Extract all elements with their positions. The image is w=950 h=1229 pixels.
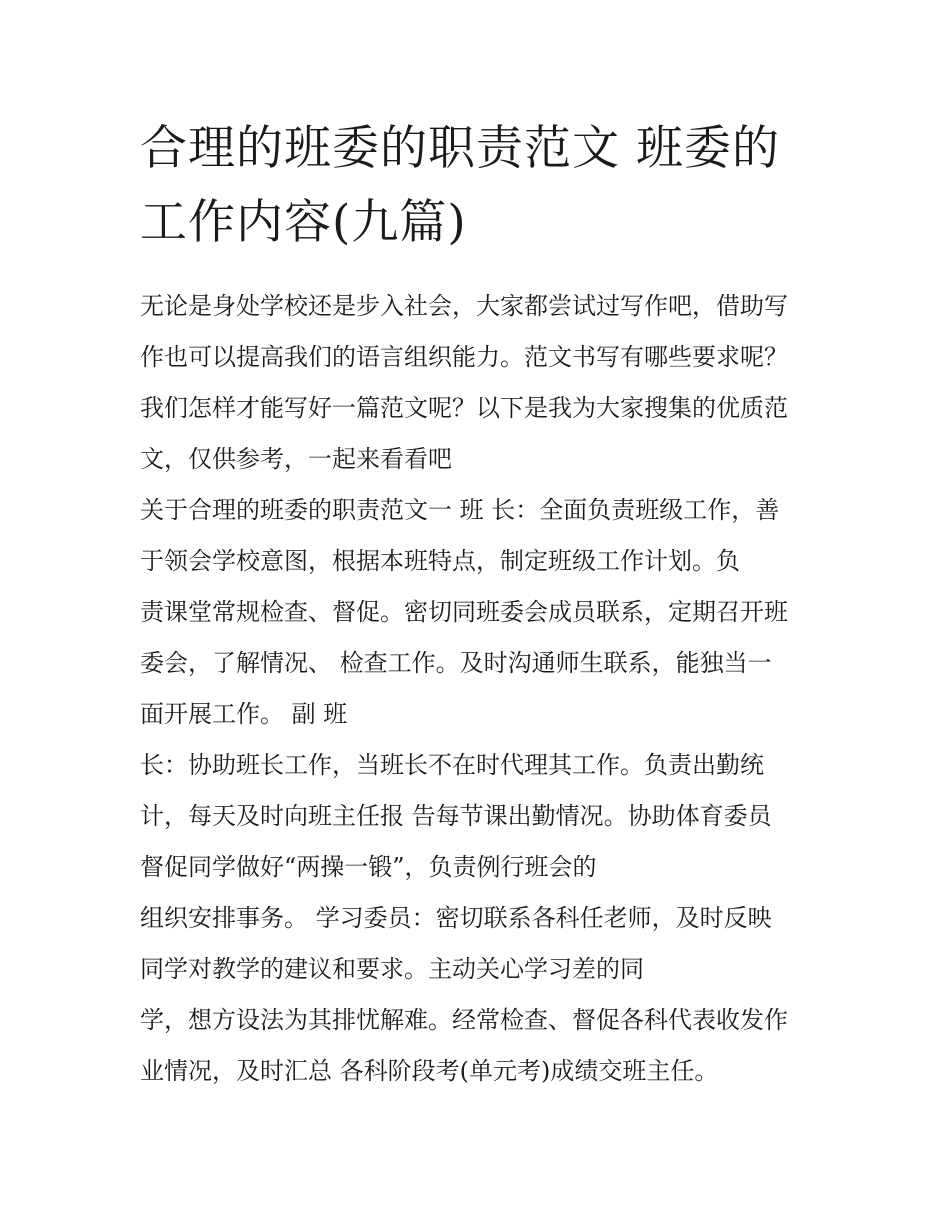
document-title [140,112,820,260]
body-line: 同学对教学的建议和要求。主动关心学习差的同 [140,955,644,983]
body-line: 作也可以提高我们的语言组织能力。范文书写有哪些要求呢？ [140,343,788,371]
body-line: 无论是身处学校还是步入社会，大家都尝试过写作吧，借助写 [140,292,788,320]
body-line: 学，想方设法为其排忧解难。经常检查、督促各科代表收发作 [140,1006,788,1034]
body-line: 组织安排事务。 学习委员：密切联系各科任老师，及时反映 [140,904,772,932]
body-line: 我们怎样才能写好一篇范文呢？以下是我为大家搜集的优质范 [140,394,788,422]
body-line: 面开展工作。 副 班 [140,700,348,728]
body-line: 关于合理的班委的职责范文一 班 长：全面负责班级工作，善 [140,496,780,524]
body-line: 督促同学做好“两操一锻”，负责例行班会的 [140,853,597,881]
body-line: 计，每天及时向班主任报 告每节课出勤情况。协助体育委员 [140,802,772,830]
body-line: 于领会学校意图，根据本班特点，制定班级工作计划。负 [140,547,740,575]
body-line: 文，仅供参考，一起来看看吧 [140,445,452,473]
body-line: 责课堂常规检查、督促。密切同班委会成员联系，定期召开班 [140,598,788,626]
body-line: 长：协助班长工作，当班长不在时代理其工作。负责出勤统 [140,751,764,779]
body-line: 委会，了解情况、 检查工作。及时沟通师生联系，能独当一 [140,649,772,677]
title-line-1: 合理的班委的职责范文 班委的 [140,121,780,176]
title-line-2: 工作内容(九篇) [140,195,467,250]
document-body [140,281,820,1097]
body-line: 业情况，及时汇总 各科阶段考(单元考)成绩交班主任。 [140,1057,719,1085]
